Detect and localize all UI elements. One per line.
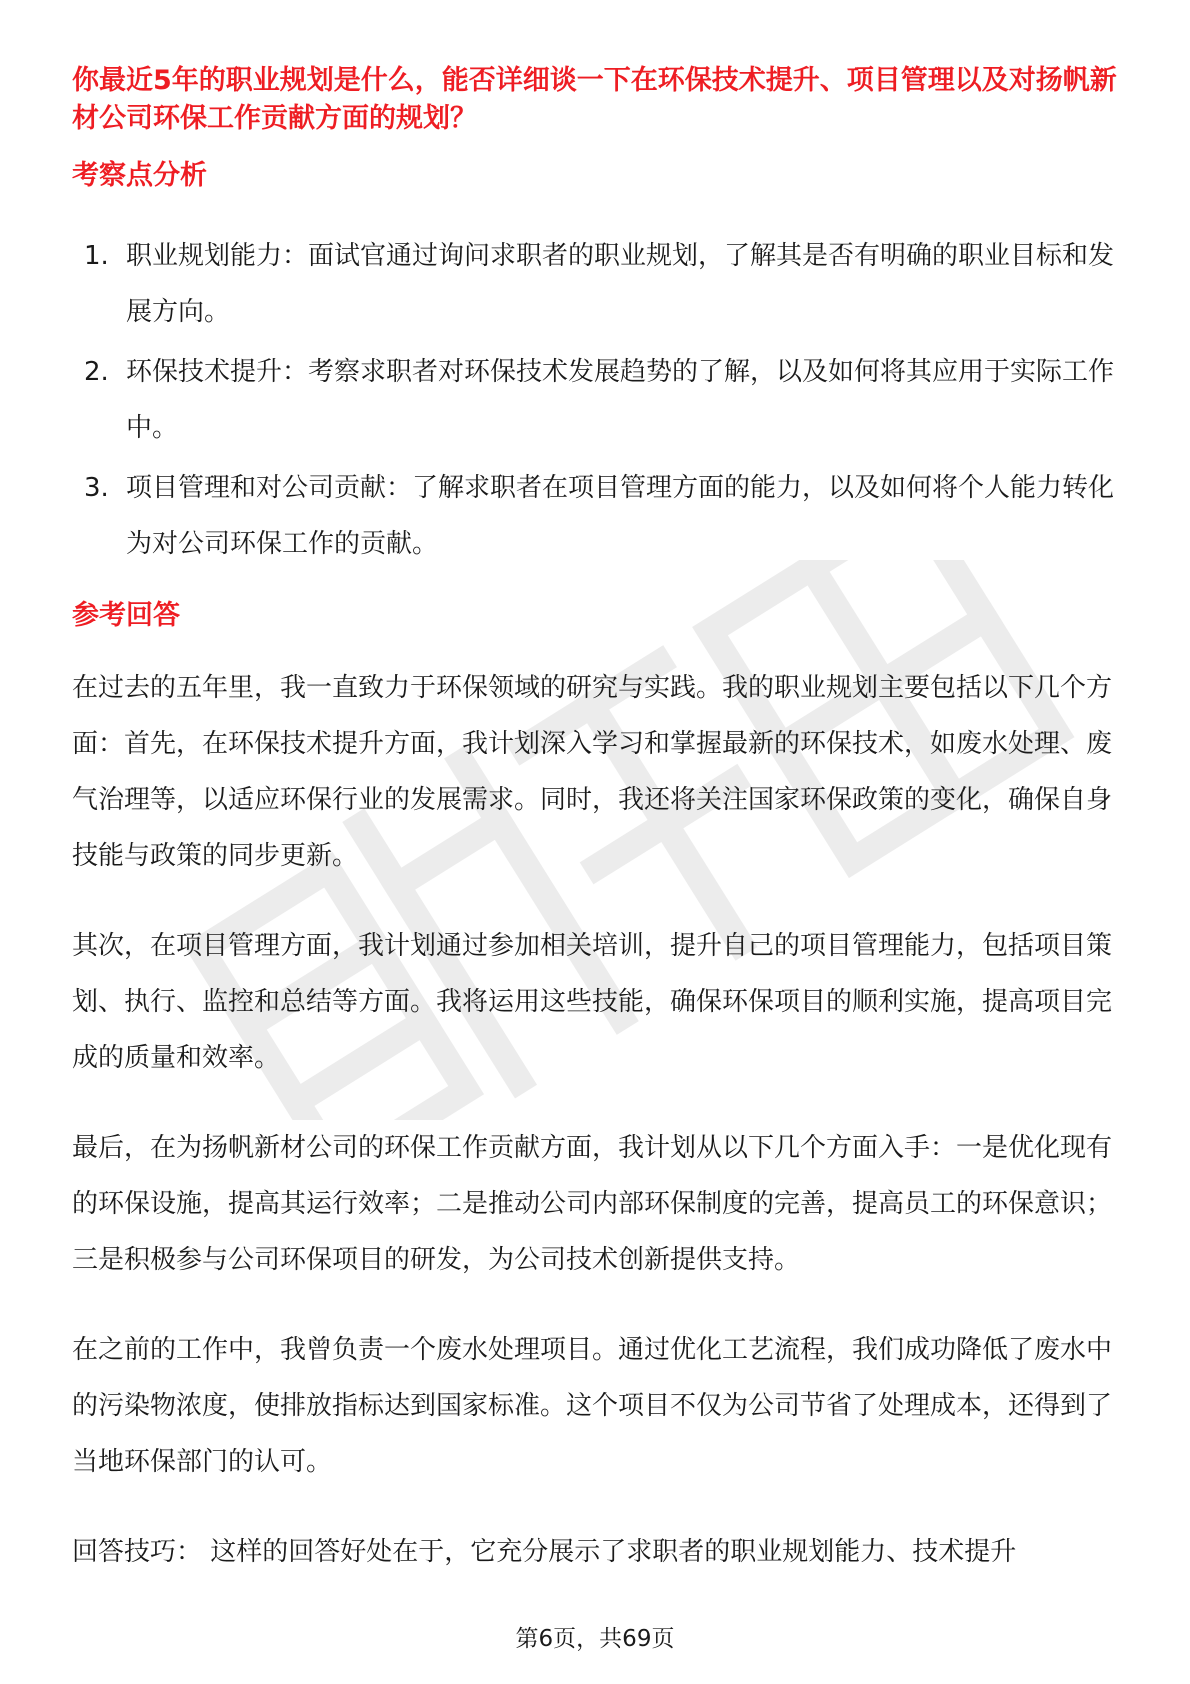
answer-heading: 参考回答 [72, 600, 180, 631]
answer-paragraph: 在之前的工作中，我曾负责一个废水处理项目。通过优化工艺流程，我们成功降低了废水中的污染物浓度，使排放指标达到国家标准。这个项目不仅为公司节省了处理成本，还得到了当地环保部门的认可。 [72, 1335, 1113, 1477]
answer-paragraph: 最后，在为扬帆新材公司的环保工作贡献方面，我计划从以下几个方面入手：一是优化现有的环保设施，提高其运行效率；二是推动公司内部环保制度的完善，提高员工的环保意识；三是积极参与公司环保项目的研发，为公司技术创新提供支持。 [72, 1133, 1113, 1275]
list-item-number: 1. [84, 241, 109, 271]
list-item-text: 职业规划能力：面试官通过询问求职者的职业规划，了解其是否有明确的职业目标和发展方向。 [126, 241, 1115, 327]
list-item [72, 228, 1120, 340]
question-title: 你最近5年的职业规划是什么，能否详细谈一下在环保技术提升、项目管理以及对扬帆新材公司环保工作贡献方面的规划？ [72, 65, 1117, 134]
list-item-number: 3. [84, 473, 109, 503]
answer-tips: 回答技巧： 这样的回答好处在于，它充分展示了求职者的职业规划能力、技术提升 [72, 1537, 1017, 1567]
answer-paragraph: 在过去的五年里，我一直致力于环保领域的研究与实践。我的职业规划主要包括以下几个方面：首先，在环保技术提升方面，我计划深入学习和掌握最新的环保技术，如废水处理、废气治理等，以适应环保行业的发展需求。同时，我还将关注国家环保政策的变化，确保自身技能与政策的同步更新。 [72, 673, 1113, 871]
list-item [72, 344, 1120, 456]
list-item-number: 2. [84, 357, 109, 387]
analysis-heading: 考察点分析 [72, 160, 207, 191]
page-number: 第6页，共69页 [515, 1626, 675, 1652]
analysis-list [72, 228, 1120, 576]
answer-body [72, 660, 1122, 1614]
list-item-text: 环保技术提升：考察求职者对环保技术发展趋势的了解，以及如何将其应用于实际工作中。 [126, 357, 1115, 443]
list-item [72, 460, 1120, 572]
answer-paragraph: 其次，在项目管理方面，我计划通过参加相关培训，提升自己的项目管理能力，包括项目策划、执行、监控和总结等方面。我将运用这些技能，确保环保项目的顺利实施，提高项目完成的质量和效率。 [72, 931, 1113, 1073]
list-item-text: 项目管理和对公司贡献：了解求职者在项目管理方面的能力，以及如何将个人能力转化为对公司环保工作的贡献。 [126, 473, 1115, 559]
